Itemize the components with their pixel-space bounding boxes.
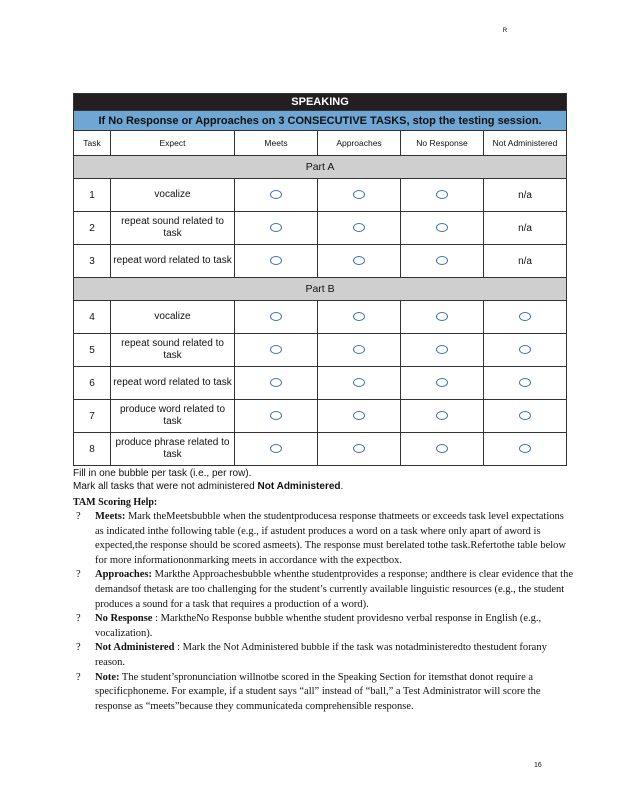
bullet-icon: ? <box>76 511 81 522</box>
not-administered-bubble-cell <box>484 301 567 334</box>
meets-bubble[interactable] <box>270 411 282 420</box>
table-row <box>74 301 567 334</box>
not-administered-na: n/a <box>484 212 567 245</box>
no-response-bubble-cell <box>401 179 484 212</box>
task-expectation: produce word related to task <box>111 400 235 433</box>
task-expectation: produce phrase related to task <box>111 433 235 466</box>
table-row <box>74 212 567 245</box>
instruction-bold-term: Not Administered <box>257 481 341 492</box>
no-response-bubble-cell <box>401 400 484 433</box>
bullet-icon: ? <box>76 613 81 625</box>
not-administered-na: n/a <box>484 245 567 278</box>
help-term: Not Administered <box>95 642 175 654</box>
page-number: 16 <box>534 762 542 769</box>
table-row <box>74 400 567 433</box>
no-response-bubble-cell <box>401 334 484 367</box>
approaches-bubble-cell <box>318 245 401 278</box>
no-response-bubble[interactable] <box>436 345 448 354</box>
help-item-meets <box>73 510 573 568</box>
approaches-bubble[interactable] <box>353 345 365 354</box>
task-expectation: repeat word related to task <box>111 367 235 400</box>
task-expectation: repeat word related to task <box>111 245 235 278</box>
instruction-fill-one: Fill in one bubble per task (i.e., per row). <box>73 468 252 479</box>
task-number: 6 <box>74 367 111 400</box>
not-administered-bubble[interactable] <box>519 345 531 354</box>
help-text: Markthe Approachesbubble whenthe studentprovides a response; andthere is clear evidence that the demandsof thetask are too challenging for the student’s currently available linguistic resources (e.g., the student produces a sound for a task that requires a production of a word). <box>95 569 574 610</box>
task-number: 2 <box>74 212 111 245</box>
meets-bubble-cell <box>235 179 318 212</box>
scoring-help-title: TAM Scoring Help: <box>73 497 158 508</box>
col-header-approaches: Approaches <box>318 131 401 156</box>
meets-bubble-cell <box>235 433 318 466</box>
meets-bubble-cell <box>235 245 318 278</box>
bullet-icon: ? <box>76 642 81 654</box>
help-item-approaches <box>73 568 573 612</box>
meets-bubble-cell <box>235 301 318 334</box>
not-administered-bubble[interactable] <box>519 411 531 420</box>
meets-bubble[interactable] <box>270 223 282 232</box>
approaches-bubble-cell <box>318 212 401 245</box>
not-administered-bubble-cell <box>484 367 567 400</box>
help-text: The student’spronunciation willnotbe scored in the Speaking Section for itemsthat donot require a specificphoneme. For example, if a student says “all” instead of “ball,” a Test Administrator will score the response as “meets”because they communicateda comprehensible response. <box>95 671 541 712</box>
instruction-period: . <box>340 481 344 492</box>
no-response-bubble-cell <box>401 212 484 245</box>
task-expectation: vocalize <box>111 301 235 334</box>
help-term: Approaches: <box>95 569 152 581</box>
part-a-label: Part A <box>74 156 567 179</box>
task-number: 7 <box>74 400 111 433</box>
help-text: Mark theMeetsbubble when the studentproducesa response thatmeets or exceeds task level expectations as indicated inthe following table (e.g., if astudent produces a word on a task where only apart of aword is expected,the response should be scored asmeets). The response must berelated tothe task.Refertothe table below for more informationonmarking meets in accordance with the expectbox. <box>95 511 566 566</box>
meets-bubble[interactable] <box>270 190 282 199</box>
corner-mark: ᴿ <box>503 26 508 36</box>
help-text: : Mark the Not Administered bubble if the task was notadministeredto thestudent forany reason. <box>95 642 547 668</box>
part-b-label: Part B <box>74 278 567 301</box>
table-row <box>74 179 567 212</box>
speaking-score-table <box>73 93 567 466</box>
scoring-notes <box>73 467 573 714</box>
meets-bubble[interactable] <box>270 378 282 387</box>
no-response-bubble[interactable] <box>436 378 448 387</box>
not-administered-bubble-cell <box>484 433 567 466</box>
approaches-bubble-cell <box>318 367 401 400</box>
bullet-icon: ? <box>76 569 81 581</box>
meets-bubble-cell <box>235 212 318 245</box>
table-row <box>74 245 567 278</box>
table-row <box>74 433 567 466</box>
approaches-bubble[interactable] <box>353 256 365 265</box>
no-response-bubble[interactable] <box>436 223 448 232</box>
no-response-bubble[interactable] <box>436 190 448 199</box>
task-number: 1 <box>74 179 111 212</box>
task-number: 4 <box>74 301 111 334</box>
bullet-icon: ? <box>76 671 81 683</box>
approaches-bubble[interactable] <box>353 190 365 199</box>
approaches-bubble[interactable] <box>353 444 365 453</box>
col-header-not-administered: Not Administered <box>484 131 567 156</box>
approaches-bubble[interactable] <box>353 223 365 232</box>
approaches-bubble-cell <box>318 334 401 367</box>
scoring-help-list <box>73 510 573 714</box>
help-text: : MarktheNo Response bubble whenthe student providesno verbal response in English (e.g., vocalization). <box>95 613 542 639</box>
not-administered-na: n/a <box>484 179 567 212</box>
meets-bubble[interactable] <box>270 444 282 453</box>
approaches-bubble-cell <box>318 400 401 433</box>
help-term: Meets: <box>95 511 126 522</box>
col-header-meets: Meets <box>235 131 318 156</box>
help-item-not-administered <box>73 641 573 670</box>
col-header-no-response: No Response <box>401 131 484 156</box>
meets-bubble-cell <box>235 367 318 400</box>
task-expectation: repeat sound related to task <box>111 334 235 367</box>
task-expectation: vocalize <box>111 179 235 212</box>
no-response-bubble[interactable] <box>436 444 448 453</box>
not-administered-bubble[interactable] <box>519 444 531 453</box>
help-item-note <box>73 671 573 715</box>
table-row <box>74 367 567 400</box>
no-response-bubble[interactable] <box>436 256 448 265</box>
help-term: No Response <box>95 613 153 625</box>
not-administered-bubble-cell <box>484 334 567 367</box>
not-administered-bubble-cell <box>484 400 567 433</box>
approaches-bubble-cell <box>318 179 401 212</box>
not-administered-bubble[interactable] <box>519 312 531 321</box>
instruction-not-administered <box>73 480 573 493</box>
task-number: 3 <box>74 245 111 278</box>
approaches-bubble[interactable] <box>353 312 365 321</box>
task-number: 5 <box>74 334 111 367</box>
table-row <box>74 334 567 367</box>
meets-bubble[interactable] <box>270 312 282 321</box>
not-administered-bubble[interactable] <box>519 378 531 387</box>
col-header-expect: Expect <box>111 131 235 156</box>
approaches-bubble-cell <box>318 433 401 466</box>
no-response-bubble[interactable] <box>436 312 448 321</box>
approaches-bubble[interactable] <box>353 378 365 387</box>
meets-bubble[interactable] <box>270 256 282 265</box>
task-number: 8 <box>74 433 111 466</box>
meets-bubble-cell <box>235 334 318 367</box>
meets-bubble[interactable] <box>270 345 282 354</box>
meets-bubble-cell <box>235 400 318 433</box>
no-response-bubble-cell <box>401 245 484 278</box>
no-response-bubble[interactable] <box>436 411 448 420</box>
approaches-bubble-cell <box>318 301 401 334</box>
approaches-bubble[interactable] <box>353 411 365 420</box>
col-header-task: Task <box>74 131 111 156</box>
help-term: Note: <box>95 671 120 683</box>
no-response-bubble-cell <box>401 367 484 400</box>
help-item-no-response <box>73 612 573 641</box>
no-response-bubble-cell <box>401 433 484 466</box>
no-response-bubble-cell <box>401 301 484 334</box>
stop-warning: If No Response or Approaches on 3 CONSECUTIVE TASKS, stop the testing session. <box>74 111 567 131</box>
task-expectation: repeat sound related to task <box>111 212 235 245</box>
table-title: SPEAKING <box>74 94 567 111</box>
instruction-text: Mark all tasks that were not administered <box>73 481 258 492</box>
